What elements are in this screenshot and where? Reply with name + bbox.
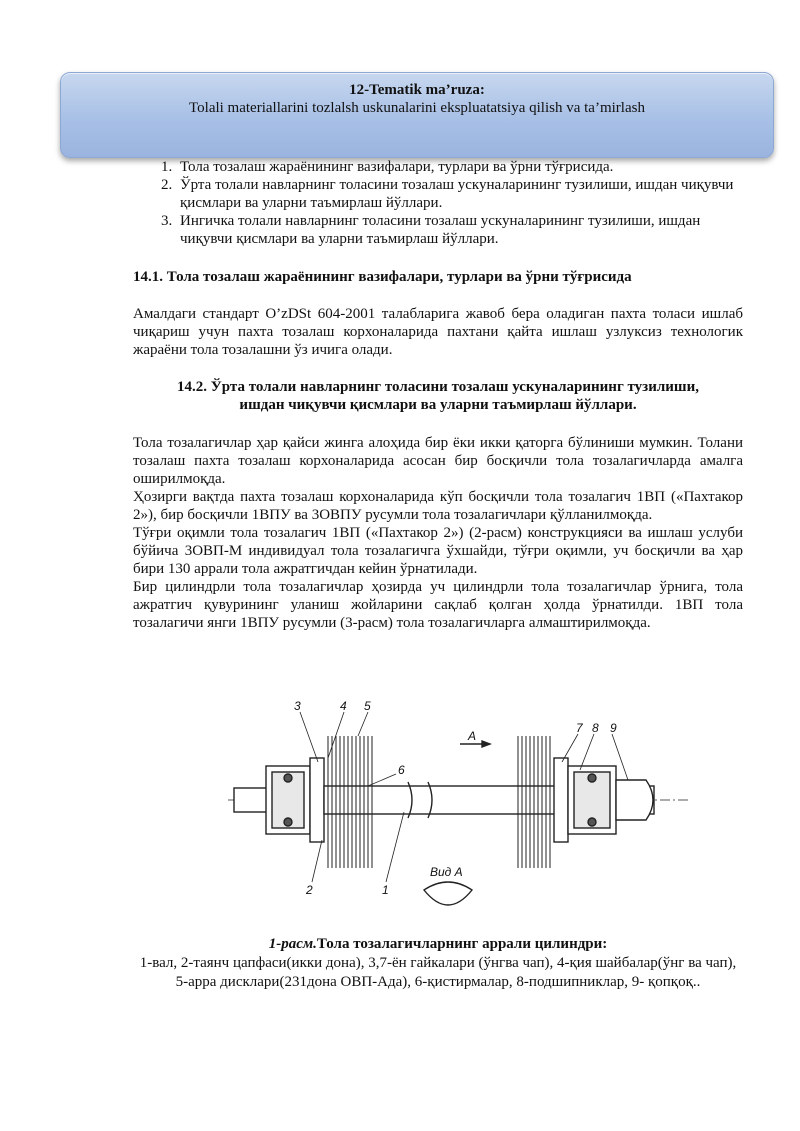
section-heading-line: 14.2. Ўрта толали навларнинг толасини тозалаш ускуналарининг тузилиши, xyxy=(177,379,699,395)
plan-item: 1. Тола тозалаш жараёнининг вазифалари, турлари ва ўрни тўғрисида. xyxy=(176,158,743,176)
section-paragraph: Амалдаги стандарт O’zDSt 604-2001 талабларига жавоб бера оладиган пахта толаси ишлаб чиқариш учун пахта тозалаш корхоналарида пахтани қайта ишлаш узлуксиз технологик жараёни тола тозалашни ўз ичига олади. xyxy=(133,306,743,358)
view-label: Вид А xyxy=(430,865,463,879)
figure-label: 6 xyxy=(398,763,405,777)
figure-label: 5 xyxy=(364,700,371,713)
lecture-title-banner xyxy=(60,72,774,158)
figure-legend: 1-вал, 2-таянч цапфаси(икки дона), 3,7-ён гайкалари (ўнгва чап), 4-қия шайбалар(ўнг ва чап), 5-арра дисклари(231дона ОВП-Ада), 6-қистирмалар, 8-подшипниклар, 9- қопқоқ.. xyxy=(139,955,737,990)
figure-label: 7 xyxy=(576,721,583,735)
lecture-title: 12-Tematik ma’ruza: xyxy=(349,82,485,98)
section-paragraph: Тўғри оқимли тола тозалагич 1ВП («Пахтакор 2») (2-расм) конструкцияси ва ишлаш услуби бўйича 3ОВП-М индивидуал тола тозалагичга ўхшайди, тўғри оқимли, уч босқичли ва ҳар бири 130 аррали тола ажратгичдан кейин ўрнатилади. xyxy=(133,525,743,577)
lecture-subtitle: Tolali materiallarini tozlalsh uskunalarini ekspluatatsiya qilish va ta’mirlash xyxy=(189,100,645,116)
section-heading-line: ишдан чиқувчи қисмлари ва уларни таъмирлаш йўллари. xyxy=(239,397,637,413)
plan-item: 3. Ингичка толали навларнинг толасини тозалаш ускуналарининг тузилиши, ишдан чиқувчи қисмлари ва уларни таъмирлаш йўллари. xyxy=(176,212,743,248)
section-heading-14-1: 14.1. Тола тозалаш жараёнининг вазифалари, турлари ва ўрни тўғрисида xyxy=(133,269,632,285)
figure-title: Тола тозалагичларнинг аррали цилиндри: xyxy=(316,936,608,952)
section-paragraph: Бир цилиндрли тола тозалагичлар ҳозирда уч цилиндрли тола тозалагичлар ўрнига, тола ажратгич қувурининг уланиш жойларини сақлаб қолган ҳолда ўрнатилди. 1ВП тола тозалагичи янги 1ВПУ русумли (3-расм) тола тозалагичларга алмаштирилмоқда. xyxy=(133,579,743,631)
arrow-label: А xyxy=(468,729,477,743)
document-body xyxy=(133,158,743,632)
figure-caption-title-line xyxy=(133,935,743,954)
figure-label: 1 xyxy=(382,883,389,897)
section-paragraph: Ҳозирги вақтда пахта тозалаш корхоналарида кўп босқичли тола тозалагич 1ВП («Пахтакор 2»), бир босқичли 1ВПУ ва 3ОВПУ русумли тола тозалагичлари қўлланилмоқда. xyxy=(133,489,743,523)
section-paragraph: Тола тозалагичлар ҳар қайси жинга алоҳида бир ёки икки қаторга бўлиниши мумкин. Толани тозалаш пахта тозалаш корхоналарида асосан бир босқичли тола тозалагичларда амалга оширилмоқда. xyxy=(133,435,743,487)
figure-label: 9 xyxy=(610,721,617,735)
plan-item: 2. Ўрта толали навларнинг толасини тозалаш ускуналарининг тузилиши, ишдан чиқувчи қисмлари ва уларни таъмирлаш йўллари. xyxy=(176,176,743,212)
saw-cylinder-drawing xyxy=(228,700,688,925)
section-heading-14-2 xyxy=(133,378,743,414)
figure-label: 2 xyxy=(306,883,313,897)
figure-caption xyxy=(133,935,743,992)
figure-label: 4 xyxy=(340,700,347,713)
figure-label: 3 xyxy=(294,700,301,713)
figure-number: 1-расм. xyxy=(268,936,317,952)
plan-list xyxy=(133,158,743,248)
figure-label: 8 xyxy=(592,721,599,735)
